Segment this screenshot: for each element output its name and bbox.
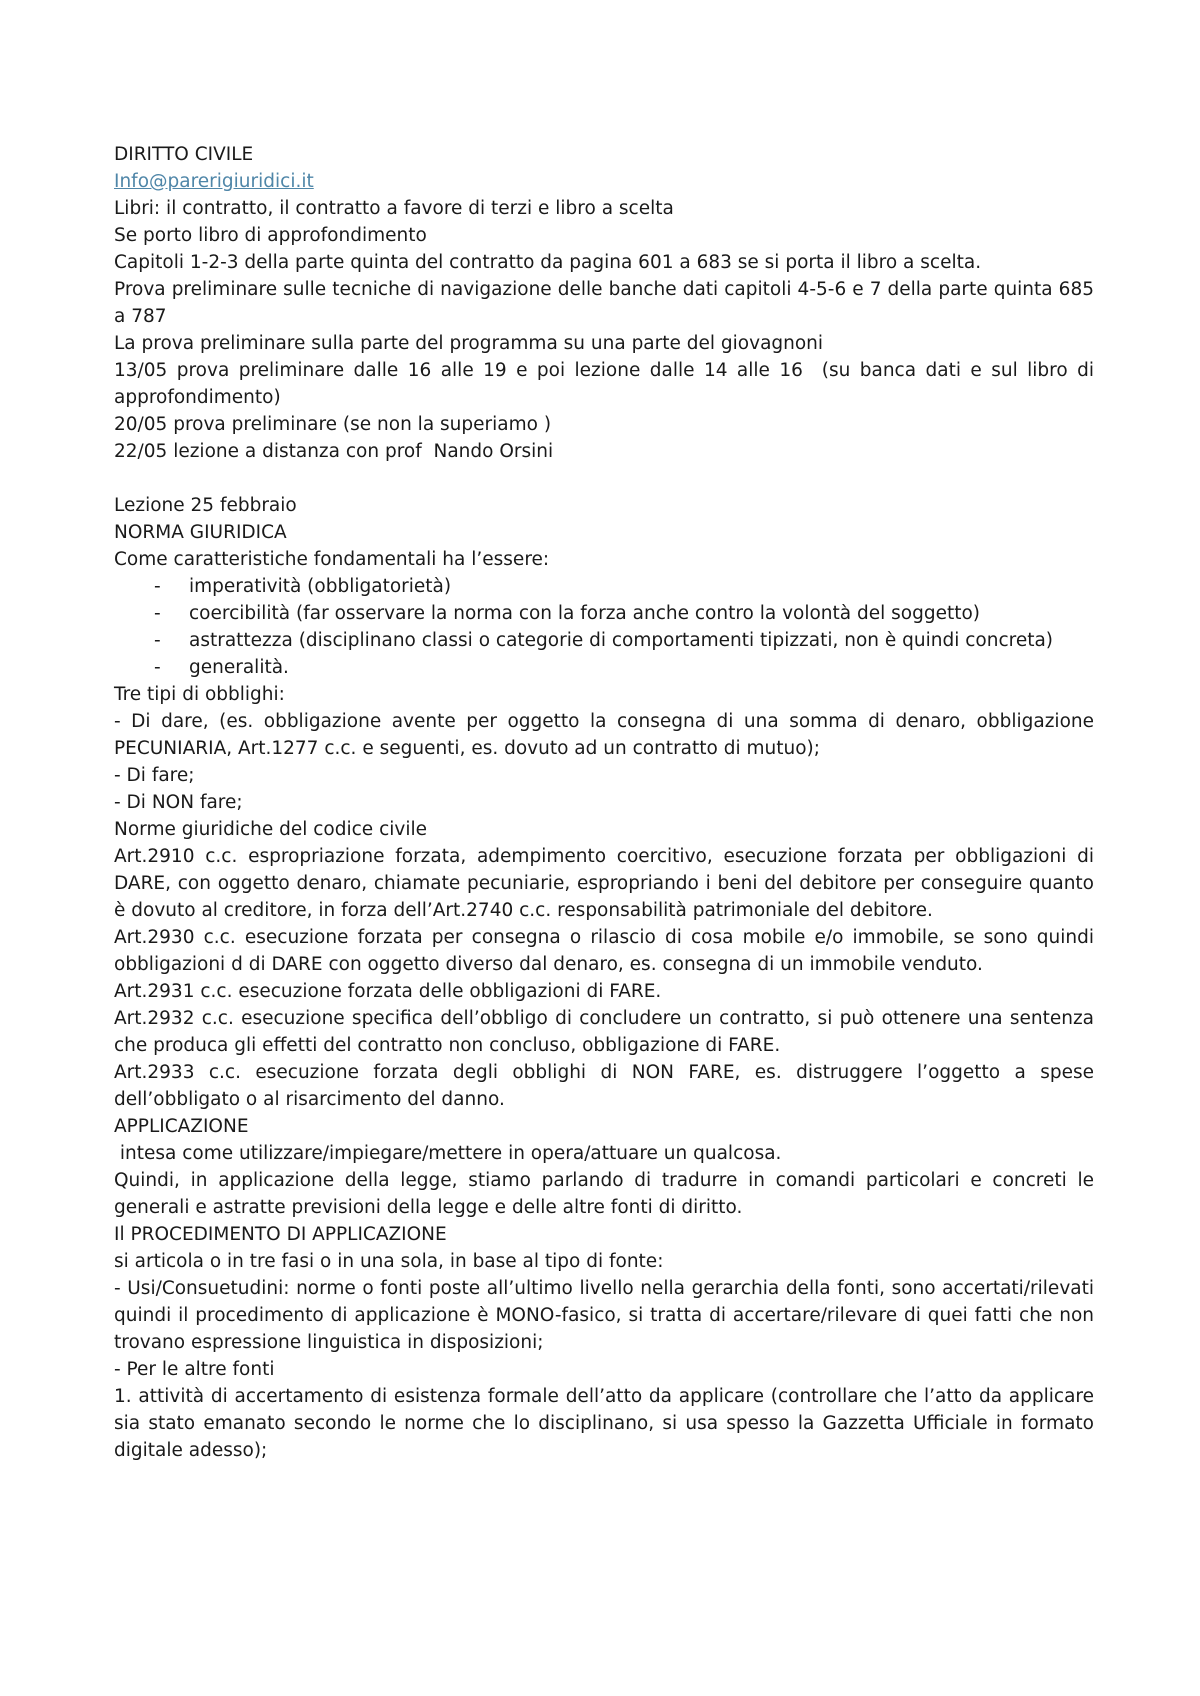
intro-line: Capitoli 1-2-3 della parte quinta del contratto da pagina 601 a 683 se si porta il libro a scelta. — [114, 252, 982, 273]
list-item-text: coercibilità (far osservare la norma con la forza anche contro la volontà del soggetto) — [189, 603, 981, 624]
spacer — [114, 465, 1094, 492]
email-link[interactable]: Info@parerigiuridici.it — [114, 171, 314, 192]
article-paragraph: Art.2930 c.c. esecuzione forzata per consegna o rilascio di cosa mobile e/o immobile, se sono quindi obbligazioni d di DARE con oggetto diverso dal denaro, es. consegna di un immobile venduto. — [114, 927, 1100, 975]
document-page — [114, 141, 1100, 1464]
intro-line: Libri: il contratto, il contratto a favore di terzi e libro a scelta — [114, 198, 674, 219]
list-item-text: imperatività (obbligatorietà) — [189, 576, 452, 597]
intro-line: 22/05 lezione a distanza con prof Nando Orsini — [114, 441, 554, 462]
article-paragraph: Art.2933 c.c. esecuzione forzata degli obblighi di NON FARE, es. distruggere l’oggetto a spese dell’obbligato o al risarcimento del danno. — [114, 1062, 1100, 1110]
obbligo-line: - Di fare; — [114, 765, 195, 786]
list-item — [114, 627, 1094, 654]
section-heading: NORMA GIURIDICA — [114, 522, 287, 543]
applicazione-title: APPLICAZIONE — [114, 1116, 249, 1137]
procedimento-title: Il PROCEDIMENTO DI APPLICAZIONE — [114, 1224, 447, 1245]
lesson-title: Lezione 25 febbraio — [114, 495, 297, 516]
procedimento-line: - Per le altre fonti — [114, 1359, 275, 1380]
dash-bullet: - — [154, 576, 161, 597]
procedimento-line: - Usi/Consuetudini: norme o fonti poste all’ultimo livello nella gerarchia della fonti, sono accertati/rilevati quindi il procedimento di applicazione è MONO-fasico, si tratta di accertare/rilevare di quei fatti che non trovano espressione linguistica in disposizioni; — [114, 1278, 1100, 1353]
procedimento-line: 1. attività di accertamento di esistenza formale dell’atto da applicare (controllare che l’atto da applicare sia stato emanato secondo le norme che lo disciplinano, si usa spesso la Gazzetta Ufficiale in formato digitale adesso); — [114, 1386, 1100, 1461]
intro-line: 13/05 prova preliminare dalle 16 alle 19 e poi lezione dalle 14 alle 16 (su banca dati e sul libro di approfondimento) — [114, 360, 1100, 408]
list-item — [114, 600, 1094, 627]
document-title: DIRITTO CIVILE — [114, 144, 254, 165]
obbligo-line: - Di dare, (es. obbligazione avente per oggetto la consegna di una somma di denaro, obbligazione PECUNIARIA, Art.1277 c.c. e seguenti, es. dovuto ad un contratto di mutuo); — [114, 711, 1100, 759]
intro-line: Se porto libro di approfondimento — [114, 225, 427, 246]
intro-line: La prova preliminare sulla parte del programma su una parte del giovagnoni — [114, 333, 824, 354]
article-paragraph: Art.2910 c.c. espropriazione forzata, adempimento coercitivo, esecuzione forzata per obbligazioni di DARE, con oggetto denaro, chiamate pecuniarie, espropriando i beni del debitore per conseguire quanto è dovuto al creditore, in forza dell’Art.2740 c.c. responsabilità patrimoniale del debitore. — [114, 846, 1100, 921]
intro-line: Prova preliminare sulle tecniche di navigazione delle banche dati capitoli 4-5-6 e 7 della parte quinta 685 a 787 — [114, 279, 1100, 327]
list-item — [114, 573, 1094, 600]
obbligo-line: - Di NON fare; — [114, 792, 243, 813]
article-paragraph: Art.2931 c.c. esecuzione forzata delle obbligazioni di FARE. — [114, 981, 662, 1002]
dash-bullet: - — [154, 603, 161, 624]
obblighi-title: Tre tipi di obblighi: — [114, 684, 285, 705]
dash-bullet: - — [154, 657, 161, 678]
applicazione-line: intesa come utilizzare/impiegare/mettere in opera/attuare un qualcosa. — [114, 1143, 782, 1164]
list-item — [114, 654, 1094, 681]
dash-bullet: - — [154, 630, 161, 651]
list-item-text: generalità. — [189, 657, 289, 678]
list-item-text: astrattezza (disciplinano classi o categorie di comportamenti tipizzati, non è quindi concreta) — [189, 630, 1054, 651]
lead-text: Come caratteristiche fondamentali ha l’essere: — [114, 549, 550, 570]
intro-line: 20/05 prova preliminare (se non la superiamo ) — [114, 414, 552, 435]
applicazione-line: Quindi, in applicazione della legge, stiamo parlando di tradurre in comandi particolari e concreti le generali e astratte previsioni della legge e delle altre fonti di diritto. — [114, 1170, 1100, 1218]
article-paragraph: Art.2932 c.c. esecuzione specifica dell’obbligo di concludere un contratto, si può ottenere una sentenza che produca gli effetti del contratto non concluso, obbligazione di FARE. — [114, 1008, 1100, 1056]
procedimento-line: si articola o in tre fasi o in una sola, in base al tipo di fonte: — [114, 1251, 664, 1272]
norme-title: Norme giuridiche del codice civile — [114, 819, 427, 840]
